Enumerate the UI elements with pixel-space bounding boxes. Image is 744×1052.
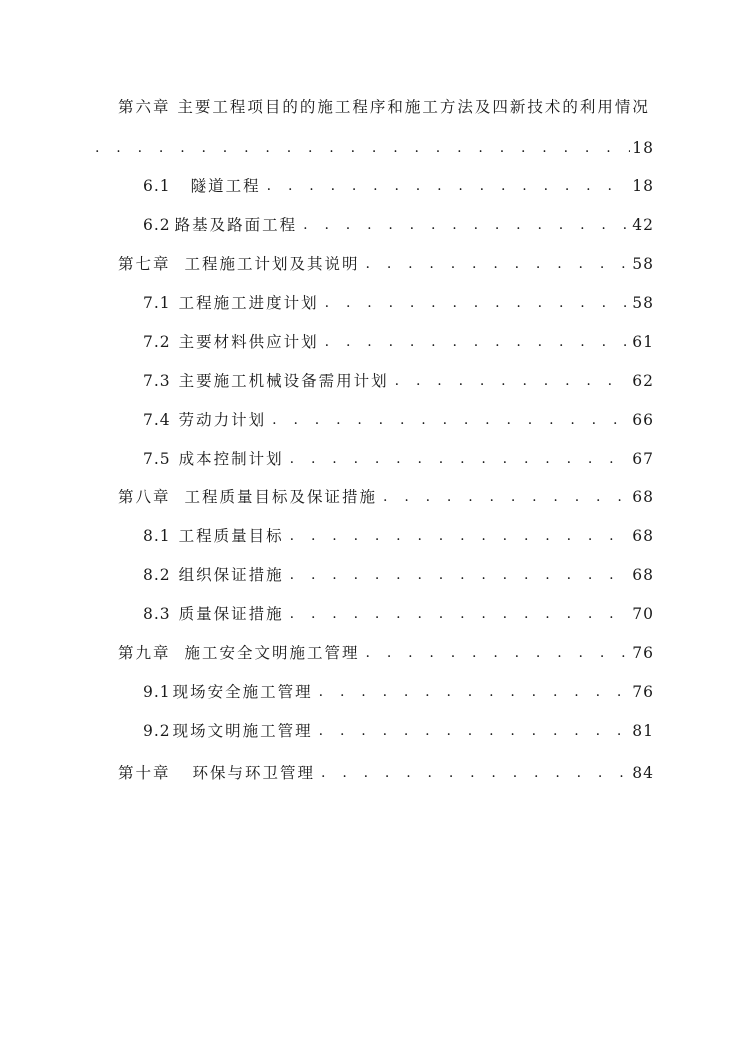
toc-entry-number: 9.2 (143, 722, 171, 740)
toc-entry-number: 6.2 (143, 216, 171, 234)
toc-entry-number: 7.1 (143, 294, 171, 312)
toc-entry-number: 8.1 (143, 527, 171, 545)
toc-entry-label: 主要材料供应计划 (178, 333, 319, 351)
toc-entry-label: 质量保证措施 (178, 605, 284, 623)
toc-entry-label: 工程施工计划及其说明 (184, 255, 360, 273)
toc-entry-9-2[interactable] (143, 718, 654, 744)
toc-leader-dots (95, 135, 630, 161)
toc-leader-dots (290, 446, 631, 472)
toc-entry-number: 第七章 (118, 255, 171, 273)
toc-leader-dots (366, 640, 631, 666)
toc-chapter-9[interactable] (118, 640, 654, 666)
toc-page-number: 70 (632, 605, 654, 623)
toc-page-number: 58 (632, 294, 654, 312)
toc-page-number: 84 (632, 764, 654, 782)
toc-entry-7-3[interactable] (143, 368, 654, 394)
toc-entry-number: 8.3 (143, 605, 171, 623)
toc-entry-label: 工程质量目标 (178, 527, 284, 545)
toc-page-number: 67 (632, 450, 654, 468)
toc-entry-6-1[interactable] (143, 173, 654, 199)
toc-chapter-10[interactable] (118, 760, 654, 786)
toc-leader-dots (303, 212, 630, 238)
toc-entry-8-2[interactable] (143, 562, 654, 588)
toc-entry-number: 9.1 (143, 683, 171, 701)
toc-page-number: 76 (632, 683, 654, 701)
toc-chapter-8[interactable] (118, 484, 654, 510)
toc-entry-number: 7.5 (143, 450, 171, 468)
toc-entry-number: 7.2 (143, 333, 171, 351)
toc-entry-label: 工程施工进度计划 (178, 294, 319, 312)
toc-page-number: 42 (632, 216, 654, 234)
toc-leader-dots (290, 562, 631, 588)
toc-entry-7-1[interactable] (143, 290, 654, 316)
toc-entry-number: 第十章 (118, 764, 171, 782)
toc-leader-dots (325, 329, 631, 355)
toc-page-number: 62 (632, 372, 654, 390)
toc-entry-label: 成本控制计划 (178, 450, 284, 468)
toc-entry-label: 主要施工机械设备需用计划 (178, 372, 389, 390)
toc-page-number: 61 (632, 333, 654, 351)
toc-entry-label: 施工安全文明施工管理 (184, 644, 360, 662)
toc-entry-7-2[interactable] (143, 329, 654, 355)
toc-leader-dots (290, 601, 631, 627)
toc-leader-dots (290, 523, 631, 549)
toc-entry-label: 现场安全施工管理 (172, 683, 313, 701)
toc-leader-dots (383, 484, 630, 510)
toc-page-number: 68 (632, 566, 654, 584)
toc-leader-dots (366, 251, 631, 277)
toc-leader-dots (319, 718, 631, 744)
toc-entry-label: 现场文明施工管理 (172, 722, 313, 740)
toc-leader-dots (325, 290, 631, 316)
toc-entry-6-2[interactable] (143, 212, 654, 238)
toc-page-number: 58 (632, 255, 654, 273)
toc-entry-number: 7.3 (143, 372, 171, 390)
toc-entry-label: 环保与环卫管理 (192, 764, 316, 782)
toc-leader-dots (321, 760, 630, 786)
toc-leader-dots (272, 407, 630, 433)
toc-entry-label: 劳动力计划 (178, 411, 267, 429)
toc-entry-number: 第八章 (118, 488, 171, 506)
toc-page-number: 68 (632, 527, 654, 545)
toc-page-number: 66 (632, 411, 654, 429)
toc-entry-8-3[interactable] (143, 601, 654, 627)
toc-chapter6-leader-row[interactable] (95, 135, 654, 161)
toc-entry-label: 路基及路面工程 (174, 216, 298, 234)
toc-entry-7-4[interactable] (143, 407, 654, 433)
toc-page-number: 18 (632, 139, 654, 157)
toc-entry-number: 6.1 (143, 177, 171, 195)
toc-leader-dots (319, 679, 631, 705)
toc-chapter6-title[interactable]: 第六章 主要工程项目的的施工程序和施工方法及四新技术的利用情况 (118, 98, 650, 116)
toc-page-number: 76 (632, 644, 654, 662)
toc-entry-label: 隧道工程 (190, 177, 261, 195)
toc-entry-number: 8.2 (143, 566, 171, 584)
toc-entry-label: 组织保证措施 (178, 566, 284, 584)
toc-entry-9-1[interactable] (143, 679, 654, 705)
toc-leader-dots (395, 368, 631, 394)
toc-entry-label: 工程质量目标及保证措施 (184, 488, 378, 506)
toc-leader-dots (267, 173, 631, 199)
toc-entry-8-1[interactable] (143, 523, 654, 549)
toc-page-number: 18 (632, 177, 654, 195)
toc-entry-number: 7.4 (143, 411, 171, 429)
toc-page-number: 68 (632, 488, 654, 506)
toc-entry-number: 第九章 (118, 644, 171, 662)
toc-page-number: 81 (632, 722, 654, 740)
toc-chapter-7[interactable] (118, 251, 654, 277)
toc-entry-7-5[interactable] (143, 446, 654, 472)
